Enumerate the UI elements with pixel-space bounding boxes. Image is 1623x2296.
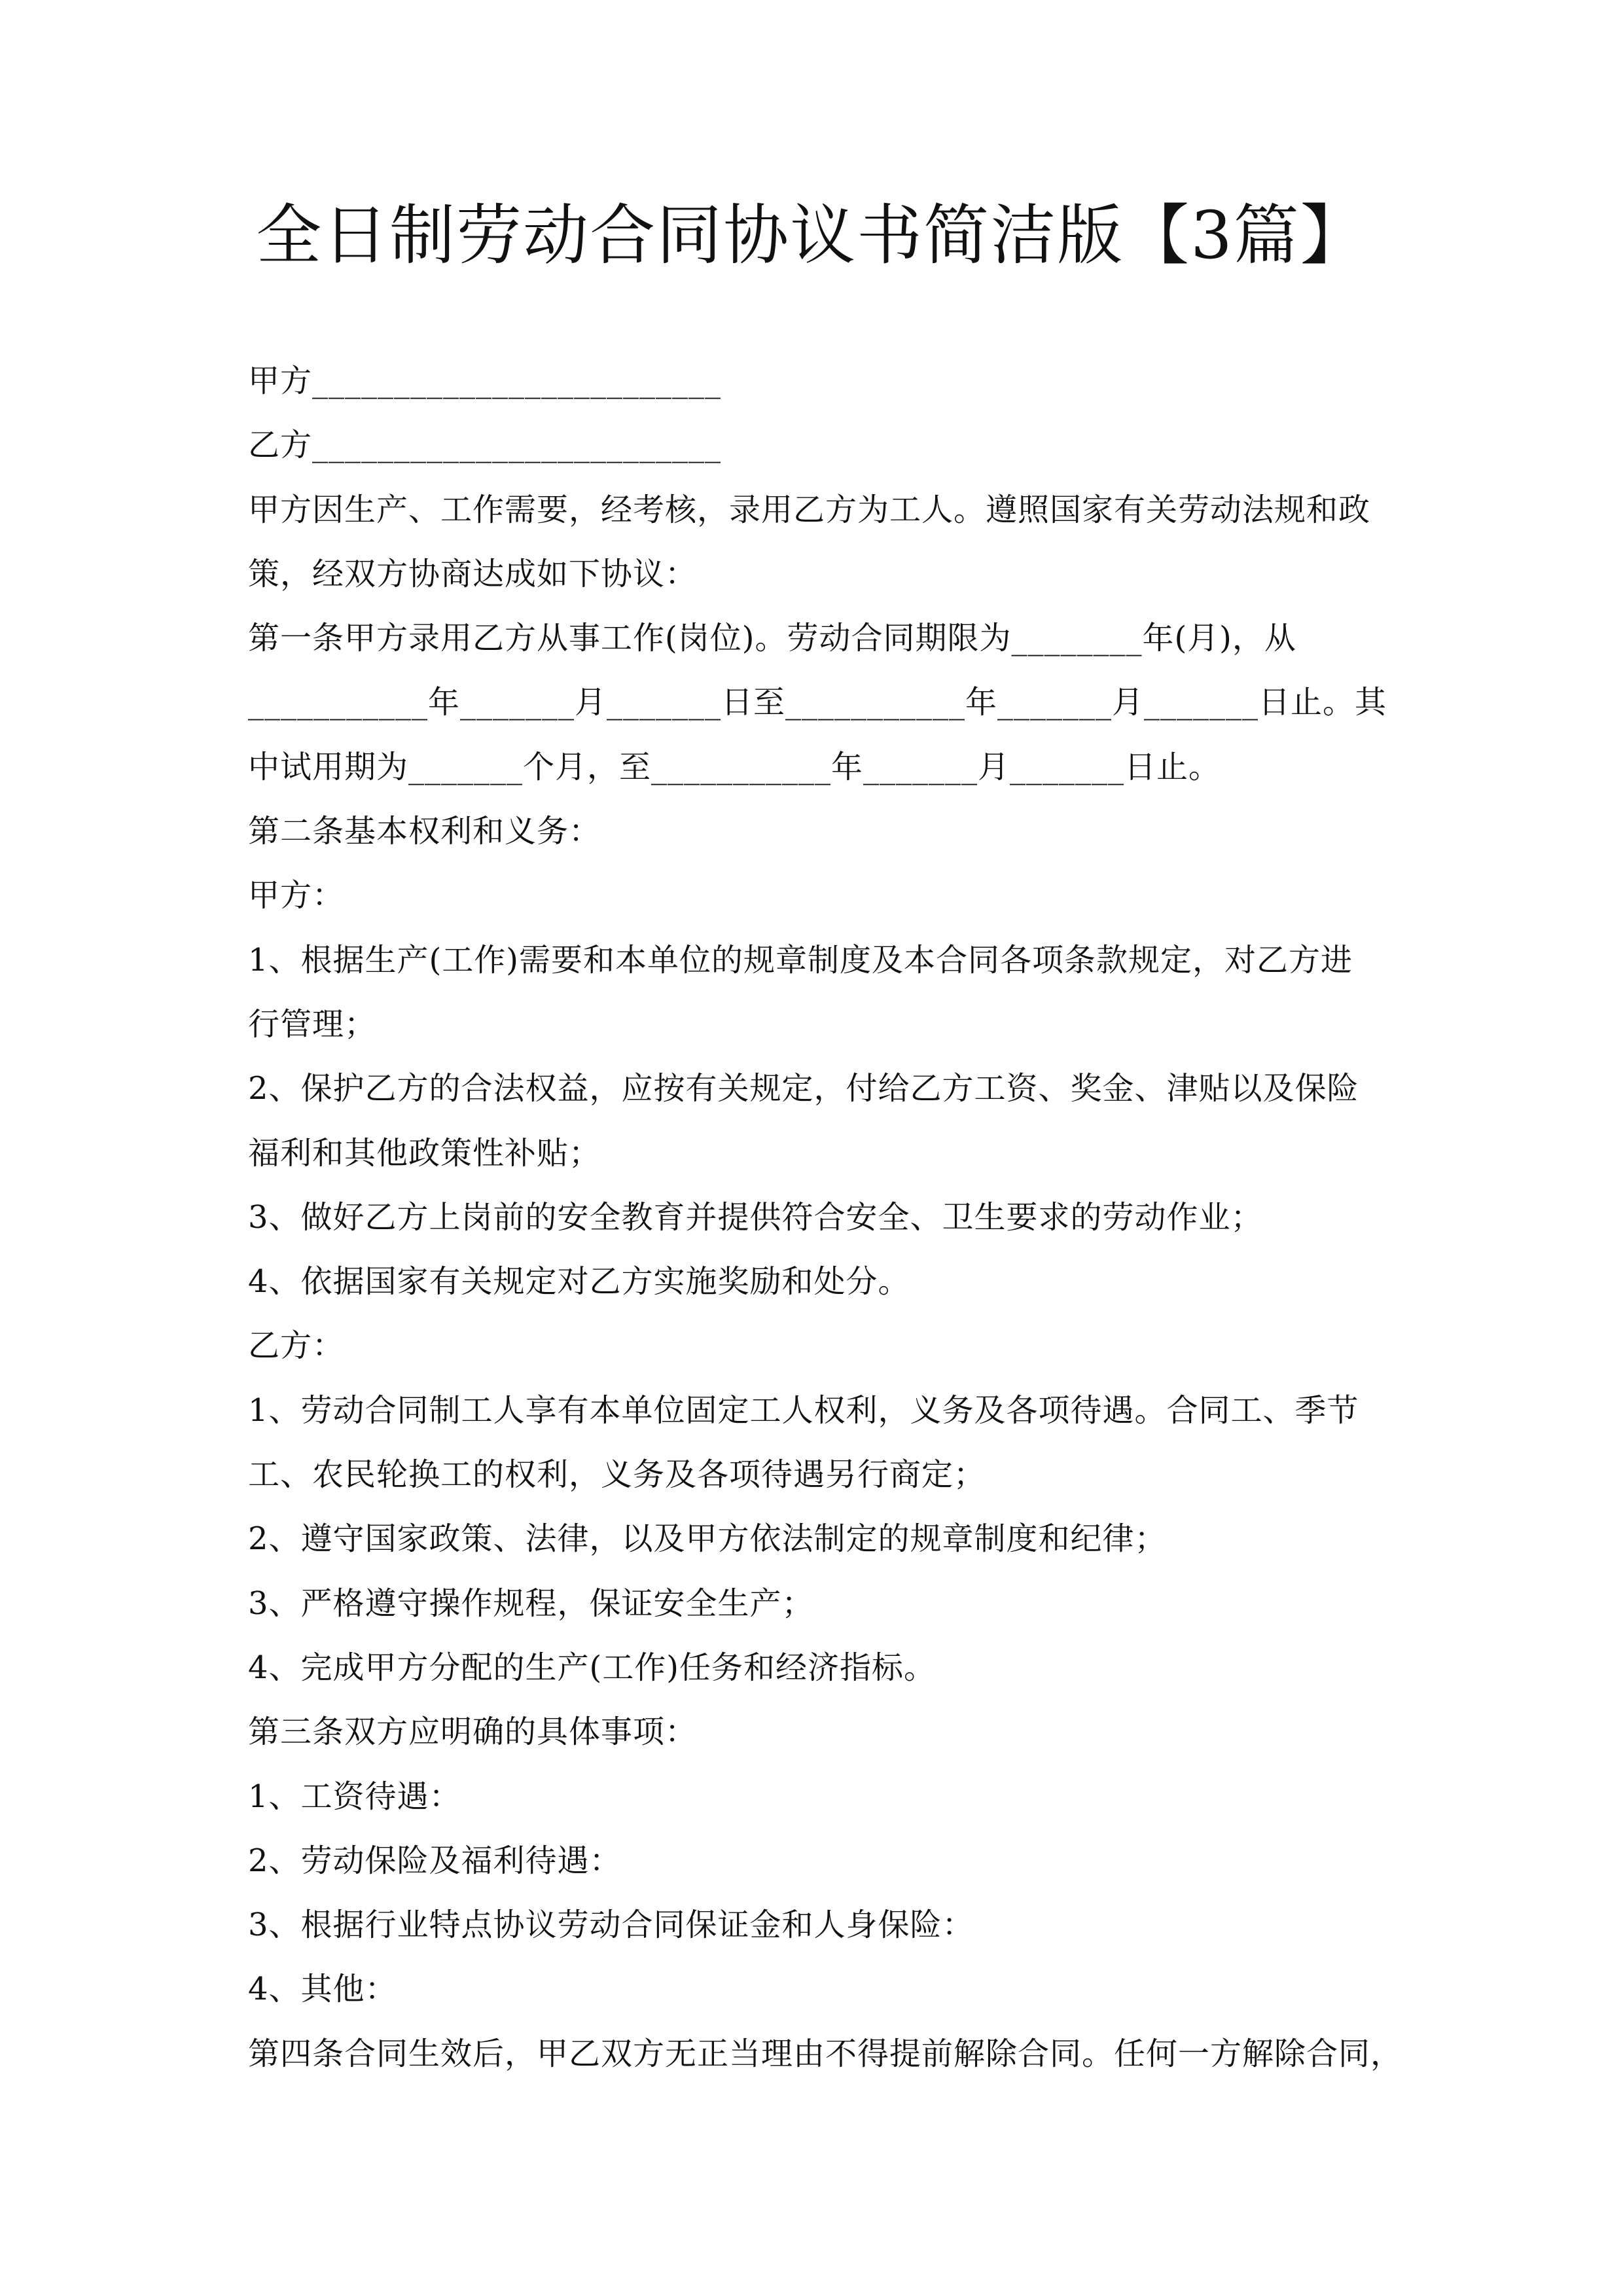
- list-item: 2、保护乙方的合法权益，应按有关规定，付给乙方工资、奖金、津贴以及保险: [248, 1070, 1359, 1107]
- list-item: 4、完成甲方分配的生产(工作)任务和经济指标。: [248, 1649, 936, 1686]
- list-item: 2、遵守国家政策、法律，以及甲方依法制定的规章制度和纪律；: [248, 1520, 1167, 1558]
- list-item: 1、劳动合同制工人享有本单位固定工人权利，义务及各项待遇。合同工、季节: [248, 1391, 1359, 1429]
- party-b-heading: 乙方：: [248, 1327, 345, 1365]
- list-item: 2、劳动保险及福利待遇：: [248, 1842, 622, 1879]
- article-3-heading: 第三条双方应明确的具体事项：: [248, 1713, 698, 1751]
- party-a-field: 甲方_________________________: [248, 363, 722, 399]
- document-body: [248, 349, 1403, 2086]
- article-2-heading: 第二条基本权利和义务：: [248, 813, 601, 850]
- list-item: 3、严格遵守操作规程，保证安全生产；: [248, 1585, 814, 1622]
- article-4-line: 第四条合同生效后，甲乙双方无正当理由不得提前解除合同。任何一方解除合同，: [248, 2035, 1403, 2072]
- article-1-line: 第一条甲方录用乙方从事工作(岗位)。劳动合同期限为________年(月)，从: [248, 620, 1296, 657]
- list-item: 福利和其他政策性补贴；: [248, 1134, 601, 1172]
- list-item: 3、做好乙方上岗前的安全教育并提供符合安全、卫生要求的劳动作业；: [248, 1198, 1263, 1236]
- list-item: 3、根据行业特点协议劳动合同保证金和人身保险：: [248, 1907, 974, 1944]
- party-b-field: 乙方_________________________: [248, 427, 722, 464]
- article-1-line: ___________年_______月_______日至___________年_______月_______日止。其: [248, 684, 1387, 721]
- list-item: 工、农民轮换工的权利，义务及各项待遇另行商定；: [248, 1456, 986, 1494]
- list-item: 4、依据国家有关规定对乙方实施奖励和处分。: [248, 1263, 910, 1300]
- party-a-heading: 甲方：: [248, 877, 345, 914]
- article-1-line: 中试用期为_______个月，至___________年_______月_______日止。: [248, 748, 1221, 785]
- list-item: 1、根据生产(工作)需要和本单位的规章制度及本合同各项条款规定，对乙方进: [248, 941, 1353, 978]
- list-item: 4、其他：: [248, 1971, 397, 2008]
- body-line: 甲方因生产、工作需要，经考核，录用乙方为工人。遵照国家有关劳动法规和政: [248, 491, 1371, 528]
- body-line: 策，经双方协商达成如下协议：: [248, 555, 698, 592]
- list-item: 行管理；: [248, 1005, 377, 1043]
- document-title: 全日制劳动合同协议书简洁版【3篇】: [256, 197, 1367, 274]
- list-item: 1、工资待遇：: [248, 1778, 461, 1815]
